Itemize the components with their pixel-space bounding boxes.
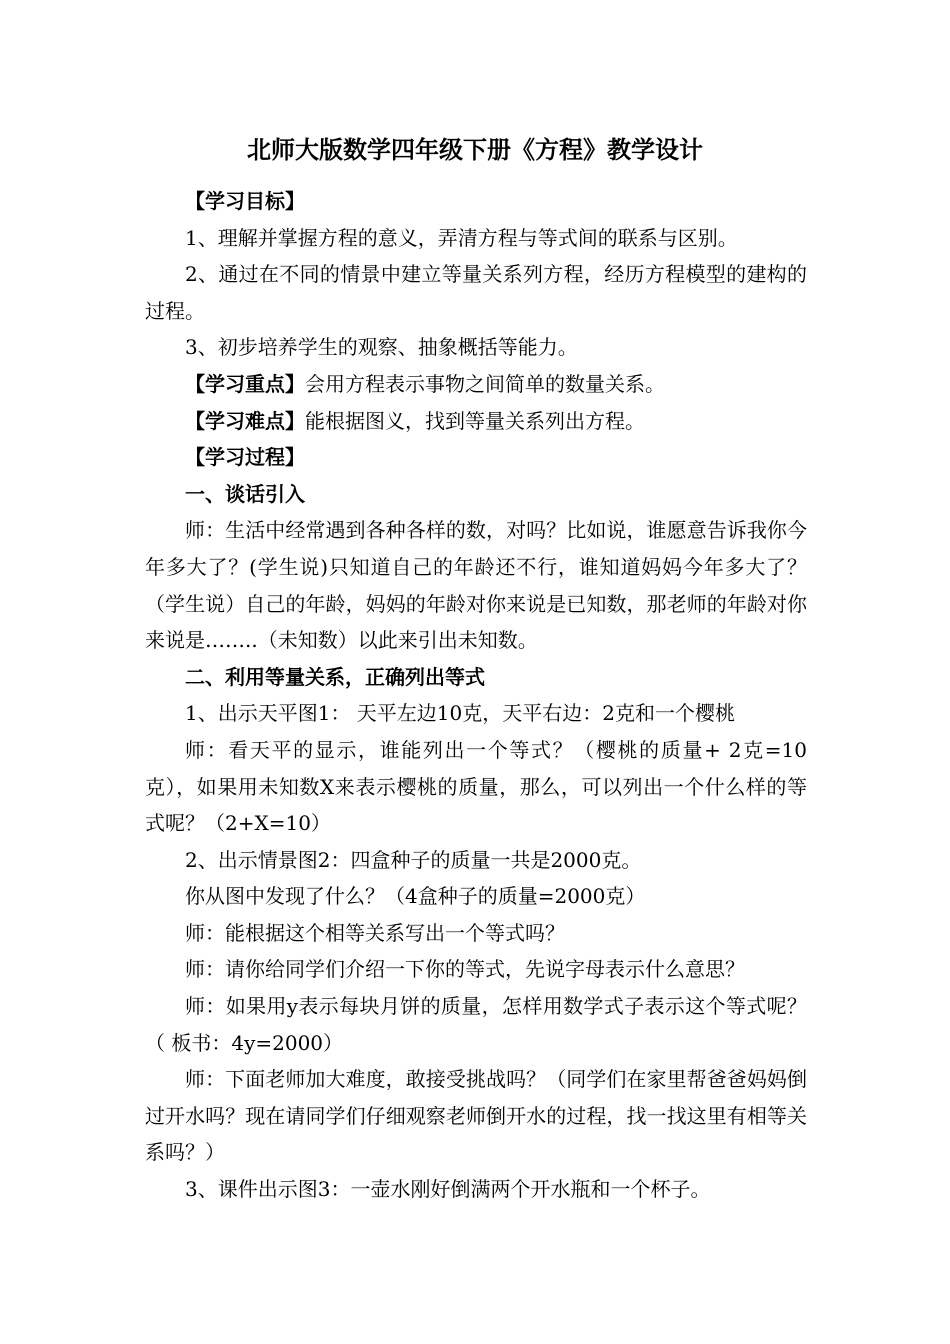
- paragraph-text: 师：生活中经常遇到各种各样的数，对吗？比如说，谁愿意告诉我你今年多大了？(学生说)只知道自己的年龄还不行，谁知道妈妈今年多大了？（学生说）自己的年龄，妈妈的年龄对你来说是已知数，那老师的年龄对你来说是……..（未知数）以此来引出未知数。: [145, 518, 807, 653]
- paragraph: [145, 220, 807, 257]
- section-heading: 二、利用等量关系，正确列出等式: [185, 664, 485, 689]
- paragraph-text: 1、理解并掌握方程的意义，弄清方程与等式间的联系与区别。: [185, 225, 738, 250]
- paragraph-text: 能根据图义，找到等量关系列出方程。: [305, 408, 645, 433]
- paragraph: [145, 476, 807, 513]
- paragraph: [145, 842, 807, 879]
- paragraph: [145, 732, 807, 842]
- paragraph-text: 师：如果用y表示每块月饼的质量，怎样用数学式子表示这个等式呢？（ 板书：4y=2000）: [145, 994, 807, 1055]
- section-heading: 一、谈话引入: [185, 481, 305, 506]
- paragraph: [145, 915, 807, 952]
- paragraph: [145, 695, 807, 732]
- section-label: 【学习难点】: [185, 408, 305, 433]
- paragraph: [145, 366, 807, 403]
- paragraph-text: 2、通过在不同的情景中建立等量关系列方程，经历方程模型的建构的过程。: [145, 262, 807, 323]
- paragraph: [145, 439, 807, 476]
- paragraph: [145, 183, 807, 220]
- paragraph-text: 你从图中发现了什么？（4盒种子的质量=2000克）: [185, 884, 646, 909]
- paragraph: [145, 659, 807, 696]
- paragraph: [145, 988, 807, 1061]
- document-body: [145, 183, 807, 1208]
- paragraph-text: 3、初步培养学生的观察、抽象概括等能力。: [185, 335, 578, 360]
- paragraph-text: 3、课件出示图3：一壶水刚好倒满两个开水瓶和一个杯子。: [185, 1177, 711, 1202]
- paragraph-text: 师：请你给同学们介绍一下你的等式，先说字母表示什么意思？: [185, 957, 745, 982]
- paragraph: [145, 878, 807, 915]
- section-label: 【学习过程】: [185, 445, 305, 470]
- paragraph-text: 2、出示情景图2：四盒种子的质量一共是2000克。: [185, 847, 642, 872]
- paragraph-text: 会用方程表示事物之间简单的数量关系。: [305, 371, 665, 396]
- section-label: 【学习目标】: [185, 189, 305, 213]
- paragraph-text: 师：下面老师加大难度，敢接受挑战吗？（同学们在家里帮爸爸妈妈倒过开水吗？现在请同学们仔细观察老师倒开水的过程，找一找这里有相等关系吗？）: [145, 1067, 807, 1165]
- paragraph-text: 师：看天平的显示，谁能列出一个等式？（樱桃的质量+ 2克=10克），如果用未知数X来表示樱桃的质量，那么，可以列出一个什么样的等式呢？（2+X=10）: [145, 737, 807, 836]
- paragraph: [145, 1171, 807, 1208]
- paragraph: [145, 1061, 807, 1171]
- document-title: 北师大版数学四年级下册《方程》教学设计: [247, 136, 703, 164]
- paragraph: [145, 403, 807, 440]
- section-label: 【学习重点】: [185, 371, 305, 396]
- paragraph: [145, 329, 807, 366]
- paragraph-text: 1、出示天平图1： 天平左边10克，天平右边：2克和一个樱桃: [185, 701, 735, 726]
- paragraph: [145, 951, 807, 988]
- paragraph-text: 师：能根据这个相等关系写出一个等式吗？: [185, 920, 565, 945]
- paragraph: [145, 256, 807, 329]
- paragraph: [145, 512, 807, 658]
